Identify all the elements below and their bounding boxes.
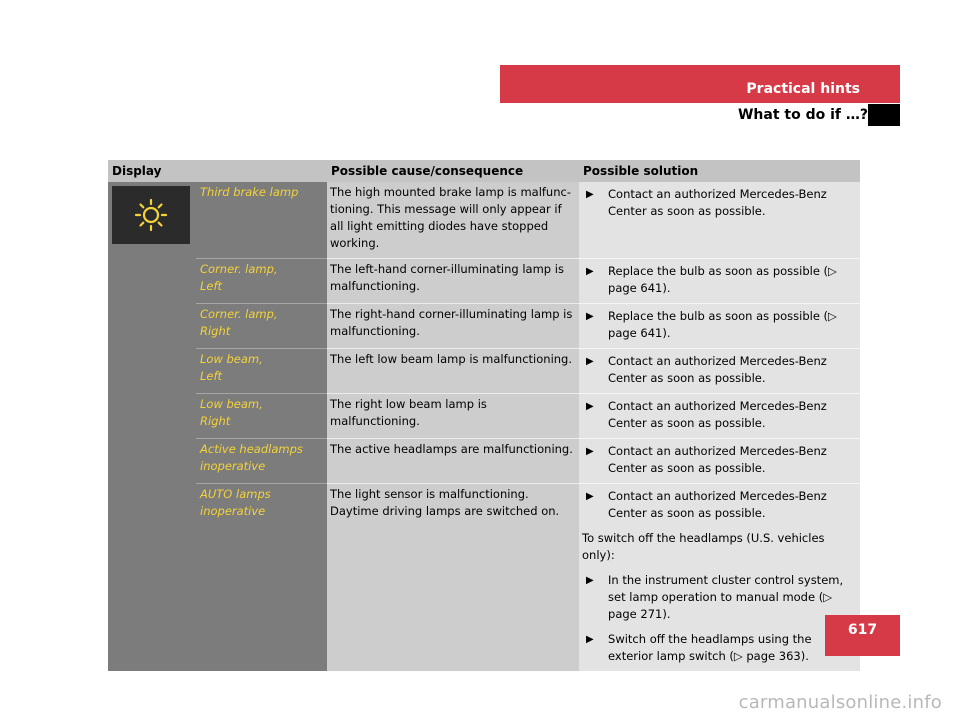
solution-cell [579, 439, 860, 484]
cause-cell: The active headlamps are malfunctioning. [327, 439, 579, 484]
cause-cell: The light sensor is malfunctioning. Daytime driving lamps are switched on. [327, 484, 579, 672]
table-header-row [108, 160, 860, 182]
page-number: 617 [825, 615, 900, 656]
solution-note: To switch off the headlamps (U.S. vehicles only): [582, 531, 825, 562]
table-row [108, 304, 860, 349]
table-row [108, 259, 860, 304]
column-header-solution: Possible solution [579, 160, 860, 182]
solution-item: ▶ Contact an authorized Mercedes-Benz Center as soon as possible. [582, 186, 857, 220]
arrow-bullet-icon: ▶ [586, 575, 594, 586]
cause-cell: The left-hand corner-illuminating lamp is malfunctioning. [327, 259, 579, 304]
solution-cell [579, 182, 860, 259]
solution-cell [579, 259, 860, 304]
solution-cell [579, 349, 860, 394]
solution-item: ▶ Switch off the headlamps using the exterior lamp switch (▷ page 363). [582, 631, 857, 665]
header-bar [500, 65, 900, 103]
solution-item: ▶ Replace the bulb as soon as possible (▷ page 641). [582, 263, 857, 297]
solution-cell [579, 304, 860, 349]
solution-item: ▶ Contact an authorized Mercedes-Benz Center as soon as possible. [582, 488, 857, 522]
display-message: AUTO lamps inoperative [196, 484, 327, 672]
display-message: Third brake lamp [196, 182, 327, 259]
solution-item: ▶ In the instrument cluster control system, set lamp operation to manual mode (▷ page 271). [582, 572, 857, 623]
table-row [108, 349, 860, 394]
solution-item: ▶ Contact an authorized Mercedes-Benz Center as soon as possible. [582, 443, 857, 477]
cause-cell: The high mounted brake lamp is malfunc-tioning. This message will only appear if all light emitting diodes have stopped working. [327, 182, 579, 259]
cause-cell: The left low beam lamp is malfunctioning. [327, 349, 579, 394]
display-message: Corner. lamp, Left [196, 259, 327, 304]
column-header-display: Display [108, 160, 327, 182]
arrow-bullet-icon: ▶ [586, 401, 594, 412]
solution-cell [579, 484, 860, 672]
section-title: Practical hints [746, 81, 860, 97]
display-message: Low beam, Right [196, 394, 327, 439]
column-header-cause: Possible cause/consequence [327, 160, 579, 182]
page-subtitle: What to do if …? [737, 107, 868, 123]
lamp-fault-icon [133, 197, 169, 233]
table-row [108, 484, 860, 672]
arrow-bullet-icon: ▶ [586, 356, 594, 367]
cause-cell: The right low beam lamp is malfunctioning. [327, 394, 579, 439]
arrow-bullet-icon: ▶ [586, 266, 594, 277]
arrow-bullet-icon: ▶ [586, 189, 594, 200]
display-icon-cell [108, 182, 196, 671]
display-message: Active headlamps inoperative [196, 439, 327, 484]
table-row [108, 182, 860, 259]
display-message: Low beam, Left [196, 349, 327, 394]
solution-item: ▶ Replace the bulb as soon as possible (▷ page 641). [582, 308, 857, 342]
arrow-bullet-icon: ▶ [586, 491, 594, 502]
table-row [108, 394, 860, 439]
arrow-bullet-icon: ▶ [586, 311, 594, 322]
header-black-tab [868, 104, 900, 126]
cause-cell: The right-hand corner-illuminating lamp is malfunctioning. [327, 304, 579, 349]
hints-table [108, 160, 860, 671]
watermark: carmanualsonline.info [738, 692, 942, 713]
header-subtitle-bar [500, 104, 868, 126]
display-message: Corner. lamp, Right [196, 304, 327, 349]
solution-item: ▶ Contact an authorized Mercedes-Benz Center as soon as possible. [582, 353, 857, 387]
solution-cell [579, 394, 860, 439]
display-panel [112, 186, 190, 244]
arrow-bullet-icon: ▶ [586, 634, 594, 645]
arrow-bullet-icon: ▶ [586, 446, 594, 457]
solution-item: ▶ Contact an authorized Mercedes-Benz Center as soon as possible. [582, 398, 857, 432]
table-row [108, 439, 860, 484]
